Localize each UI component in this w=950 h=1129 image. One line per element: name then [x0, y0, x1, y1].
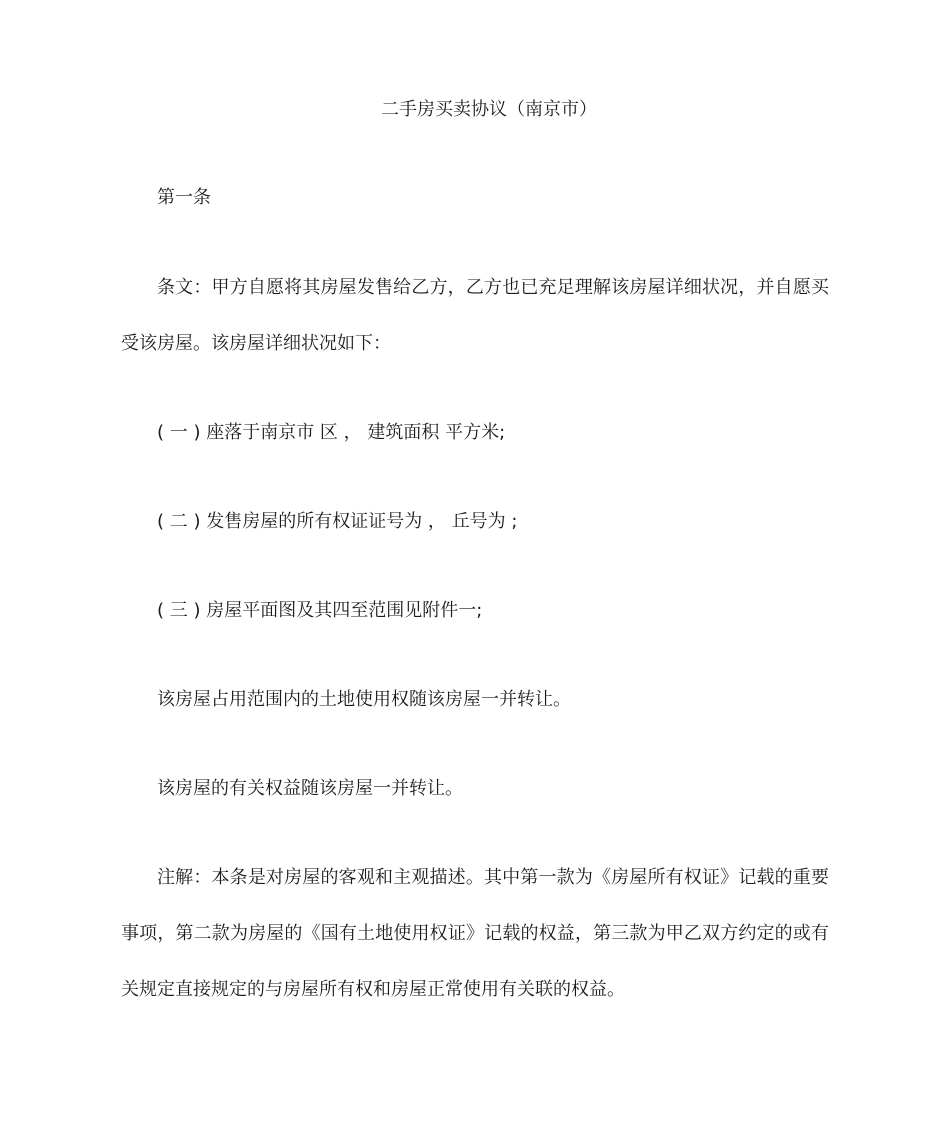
item-1: ( 一 ) 座落于南京市 区 ， 建筑面积 平方米; [157, 422, 506, 443]
note-line-3: 关规定直接规定的与房屋所有权和房屋正常使用有关联的权益。 [121, 979, 625, 1000]
clause-text-line-2: 受该房屋。该房屋详细状况如下： [121, 333, 391, 354]
rights-paragraph: 该房屋的有关权益随该房屋一并转让。 [157, 778, 463, 799]
land-use-paragraph: 该房屋占用范围内的土地使用权随该房屋一并转让。 [157, 689, 571, 710]
note-line-1: 注解：本条是对房屋的客观和主观描述。其中第一款为《房屋所有权证》记载的重要 [157, 867, 829, 888]
item-2: ( 二 ) 发售房屋的所有权证证号为 ， 丘号为 ; [157, 511, 518, 532]
note-line-2: 事项，第二款为房屋的《国有土地使用权证》记载的权益，第三款为甲乙双方约定的或有 [121, 923, 829, 944]
article-heading: 第一条 [157, 187, 211, 208]
clause-text-line-1: 条文：甲方自愿将其房屋发售给乙方，乙方也已充足理解该房屋详细状况，并自愿买 [157, 277, 829, 298]
item-3: ( 三 ) 房屋平面图及其四至范围见附件一; [157, 600, 483, 621]
document-title: 二手房买卖协议（南京市） [381, 99, 597, 120]
